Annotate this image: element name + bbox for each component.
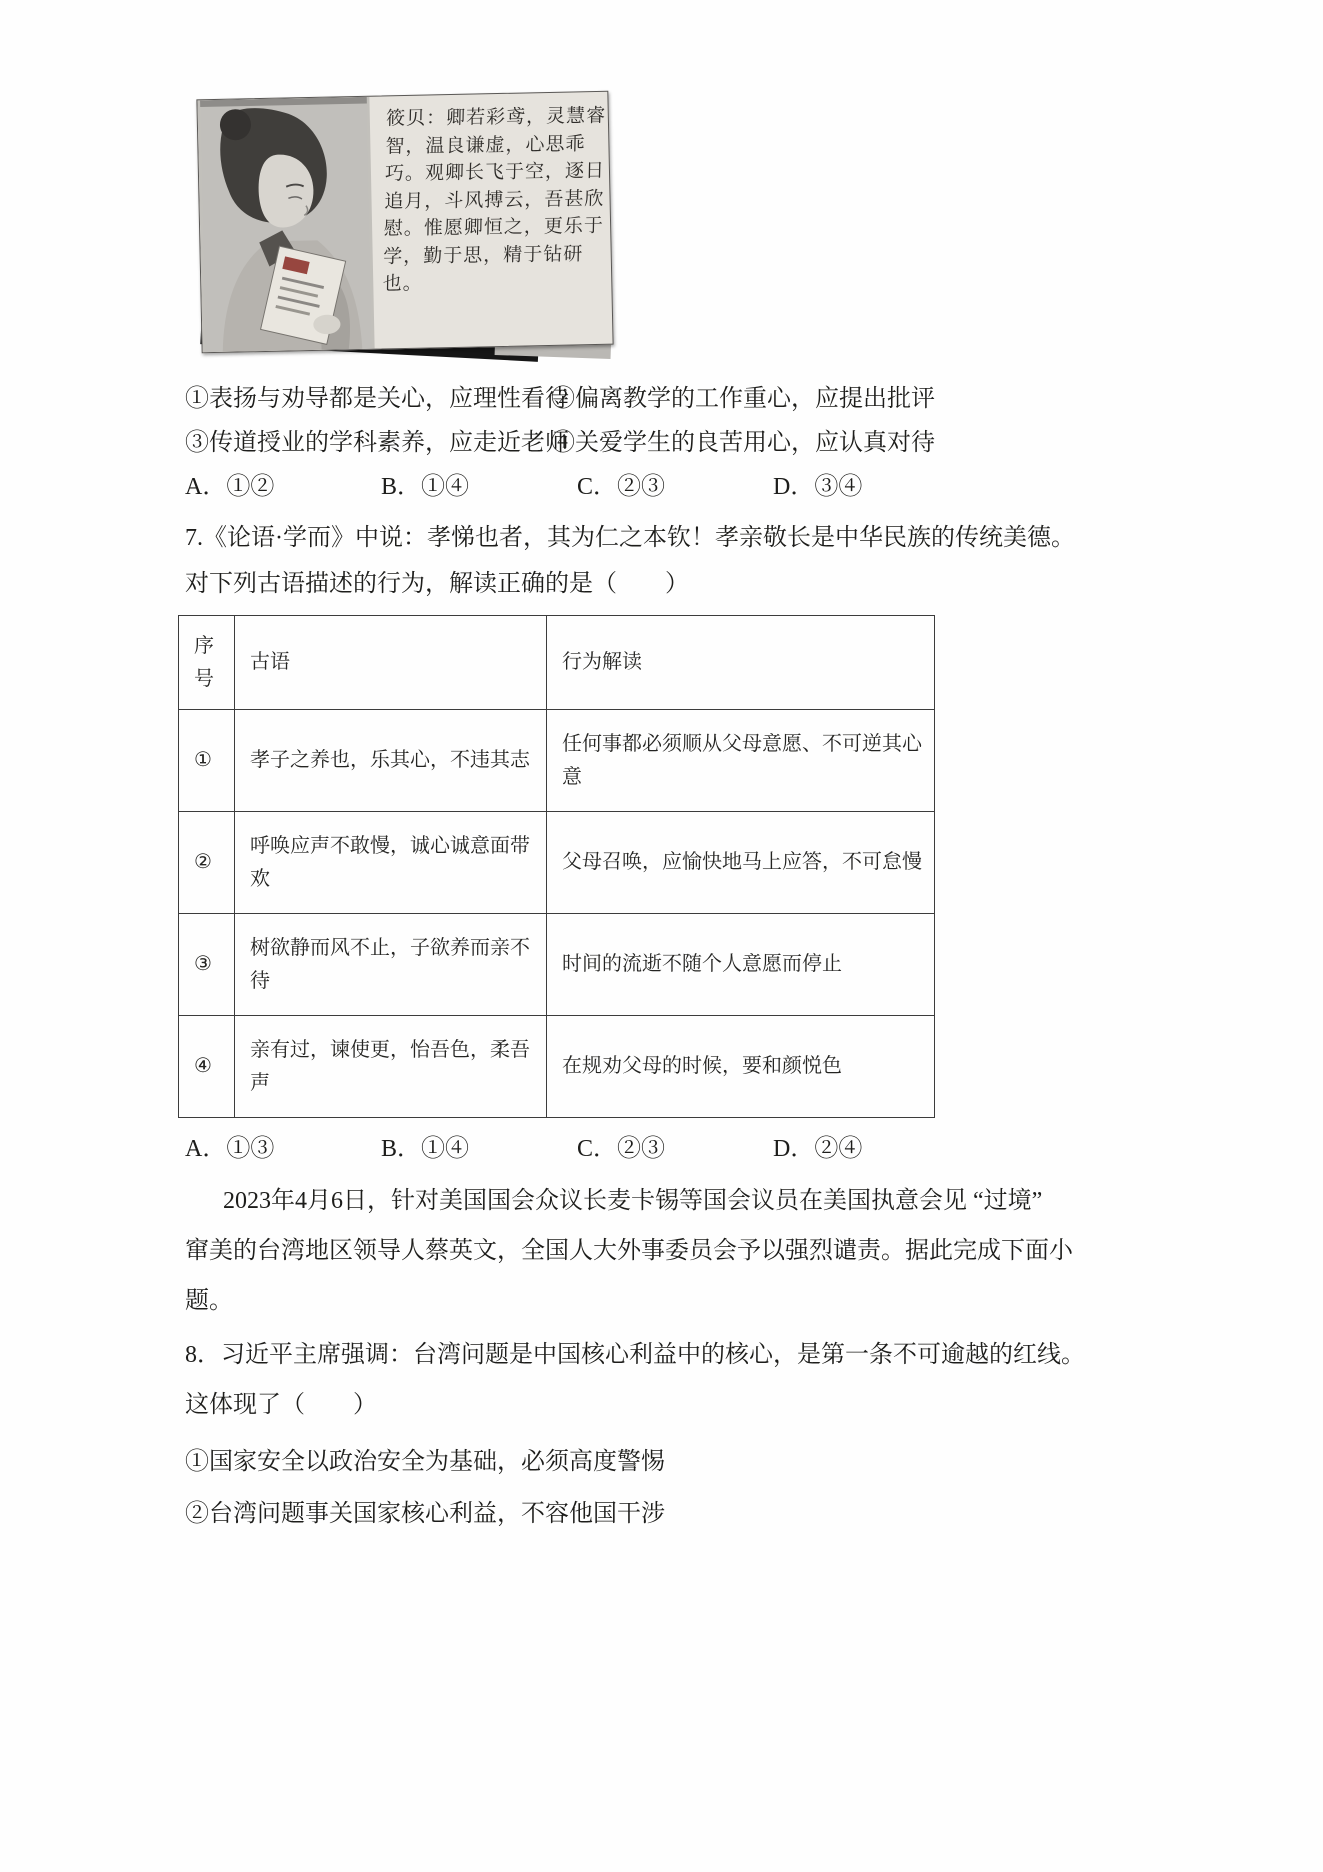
table-cell-interpretation: 时间的流逝不随个人意愿而停止 (547, 914, 935, 1016)
table-row (179, 1016, 935, 1118)
exam-content (185, 0, 1160, 1540)
option-1: ①国家安全以政治安全为基础，必须高度警惕 (185, 1449, 665, 1475)
table-cell-saying: 树欲静而风不止，子欲养而亲不待 (235, 914, 547, 1016)
stem-line: 8．习近平主席强调：台湾问题是中国核心利益中的核心，是第一条不可逾越的红线。 (185, 1342, 1085, 1368)
q6-choices (185, 465, 1160, 509)
passage-line: 2023年4月6日，针对美国国会众议长麦卡锡等国会议员在美国执意会见 “过境” (223, 1188, 1043, 1214)
choice-b: B．①④ (381, 1136, 470, 1162)
table-cell-interpretation: 父母召唤，应愉快地马上应答，不可怠慢 (547, 812, 935, 914)
option-row (185, 377, 1160, 421)
stem-line: 这体现了（ ） (185, 1392, 377, 1418)
table-cell-no: ④ (179, 1016, 235, 1118)
passage-line: 窜美的台湾地区领导人蔡英文，全国人大外事委员会予以强烈谴责。据此完成下面小 (185, 1238, 1073, 1264)
table-cell-interpretation: 任何事都必须顺从父母意愿、不可逆其心意 (547, 710, 935, 812)
option-2: ②偏离教学的工作重心，应提出批评 (551, 386, 935, 412)
note-line: 筱贝：卿若彩鸢，灵慧睿 (385, 105, 607, 130)
handwritten-note (369, 92, 612, 347)
table-header-guyu: 古语 (235, 616, 547, 710)
option-4: ④关爱学生的良苦用心，应认真对待 (551, 430, 935, 456)
choice-a: A．①② (185, 474, 275, 500)
choice-b: B．①④ (381, 474, 470, 500)
table-cell-no: ① (179, 710, 235, 812)
postcard (196, 91, 613, 354)
note-line: 慰。惟愿卿恒之，更乐于 (383, 215, 605, 240)
passage-line: 题。 (185, 1288, 233, 1314)
option-3: ③传道授业的学科素养，应走近老师 (185, 430, 569, 456)
choice-d: D．③④ (773, 474, 863, 500)
table-cell-no: ③ (179, 914, 235, 1016)
note-line: 追月，斗风搏云，吾甚欣 (384, 188, 605, 213)
choice-d: D．②④ (773, 1136, 863, 1162)
table-header-xuhao: 序号 (179, 616, 235, 710)
q6-option-list (185, 377, 1160, 465)
stem-line: 对下列古语描述的行为，解读正确的是（ ） (185, 571, 689, 597)
option-row (185, 421, 1160, 465)
note-line: 学，勤于思，精于钻研 (383, 243, 584, 268)
passage (185, 1176, 1160, 1326)
table-row (179, 914, 935, 1016)
table-row (179, 710, 935, 812)
table-row (179, 812, 935, 914)
table-cell-saying: 呼唤应声不敢慢，诚心诚意面带欢 (235, 812, 547, 914)
woman-reading-image (197, 97, 374, 353)
table-cell-no: ② (179, 812, 235, 914)
q8-option-list (185, 1436, 1160, 1540)
q7-choices (185, 1130, 1160, 1168)
note-line: 巧。观卿长飞于空，逐日 (384, 160, 606, 185)
choice-c: C．②③ (577, 1136, 666, 1162)
table-cell-saying: 亲有过，谏使更，怡吾色，柔吾声 (235, 1016, 547, 1118)
table-cell-saying: 孝子之养也，乐其心，不违其志 (235, 710, 547, 812)
option-1: ①表扬与劝导都是关心，应理性看待 (185, 386, 569, 412)
table-header-jiedu: 行为解读 (547, 616, 935, 710)
reading-illustration (199, 95, 611, 357)
option-2: ②台湾问题事关国家核心利益，不容他国干涉 (185, 1501, 665, 1527)
stem-line: 7.《论语·学而》中说：孝悌也者，其为仁之本钦！孝亲敬长是中华民族的传统美德。 (185, 525, 1075, 551)
table-header-row (179, 616, 935, 710)
q7-stem (185, 515, 1160, 607)
note-line: 也。 (382, 273, 423, 295)
choice-a: A．①③ (185, 1136, 275, 1162)
woman-reading-photo (197, 97, 374, 353)
q8-stem (185, 1330, 1160, 1430)
table-cell-interpretation: 在规劝父母的时候，要和颜悦色 (547, 1016, 935, 1118)
note-line: 智，温良谦虚，心思乖 (385, 133, 586, 158)
gu-yu-table (178, 615, 935, 1118)
choice-c: C．②③ (577, 474, 666, 500)
